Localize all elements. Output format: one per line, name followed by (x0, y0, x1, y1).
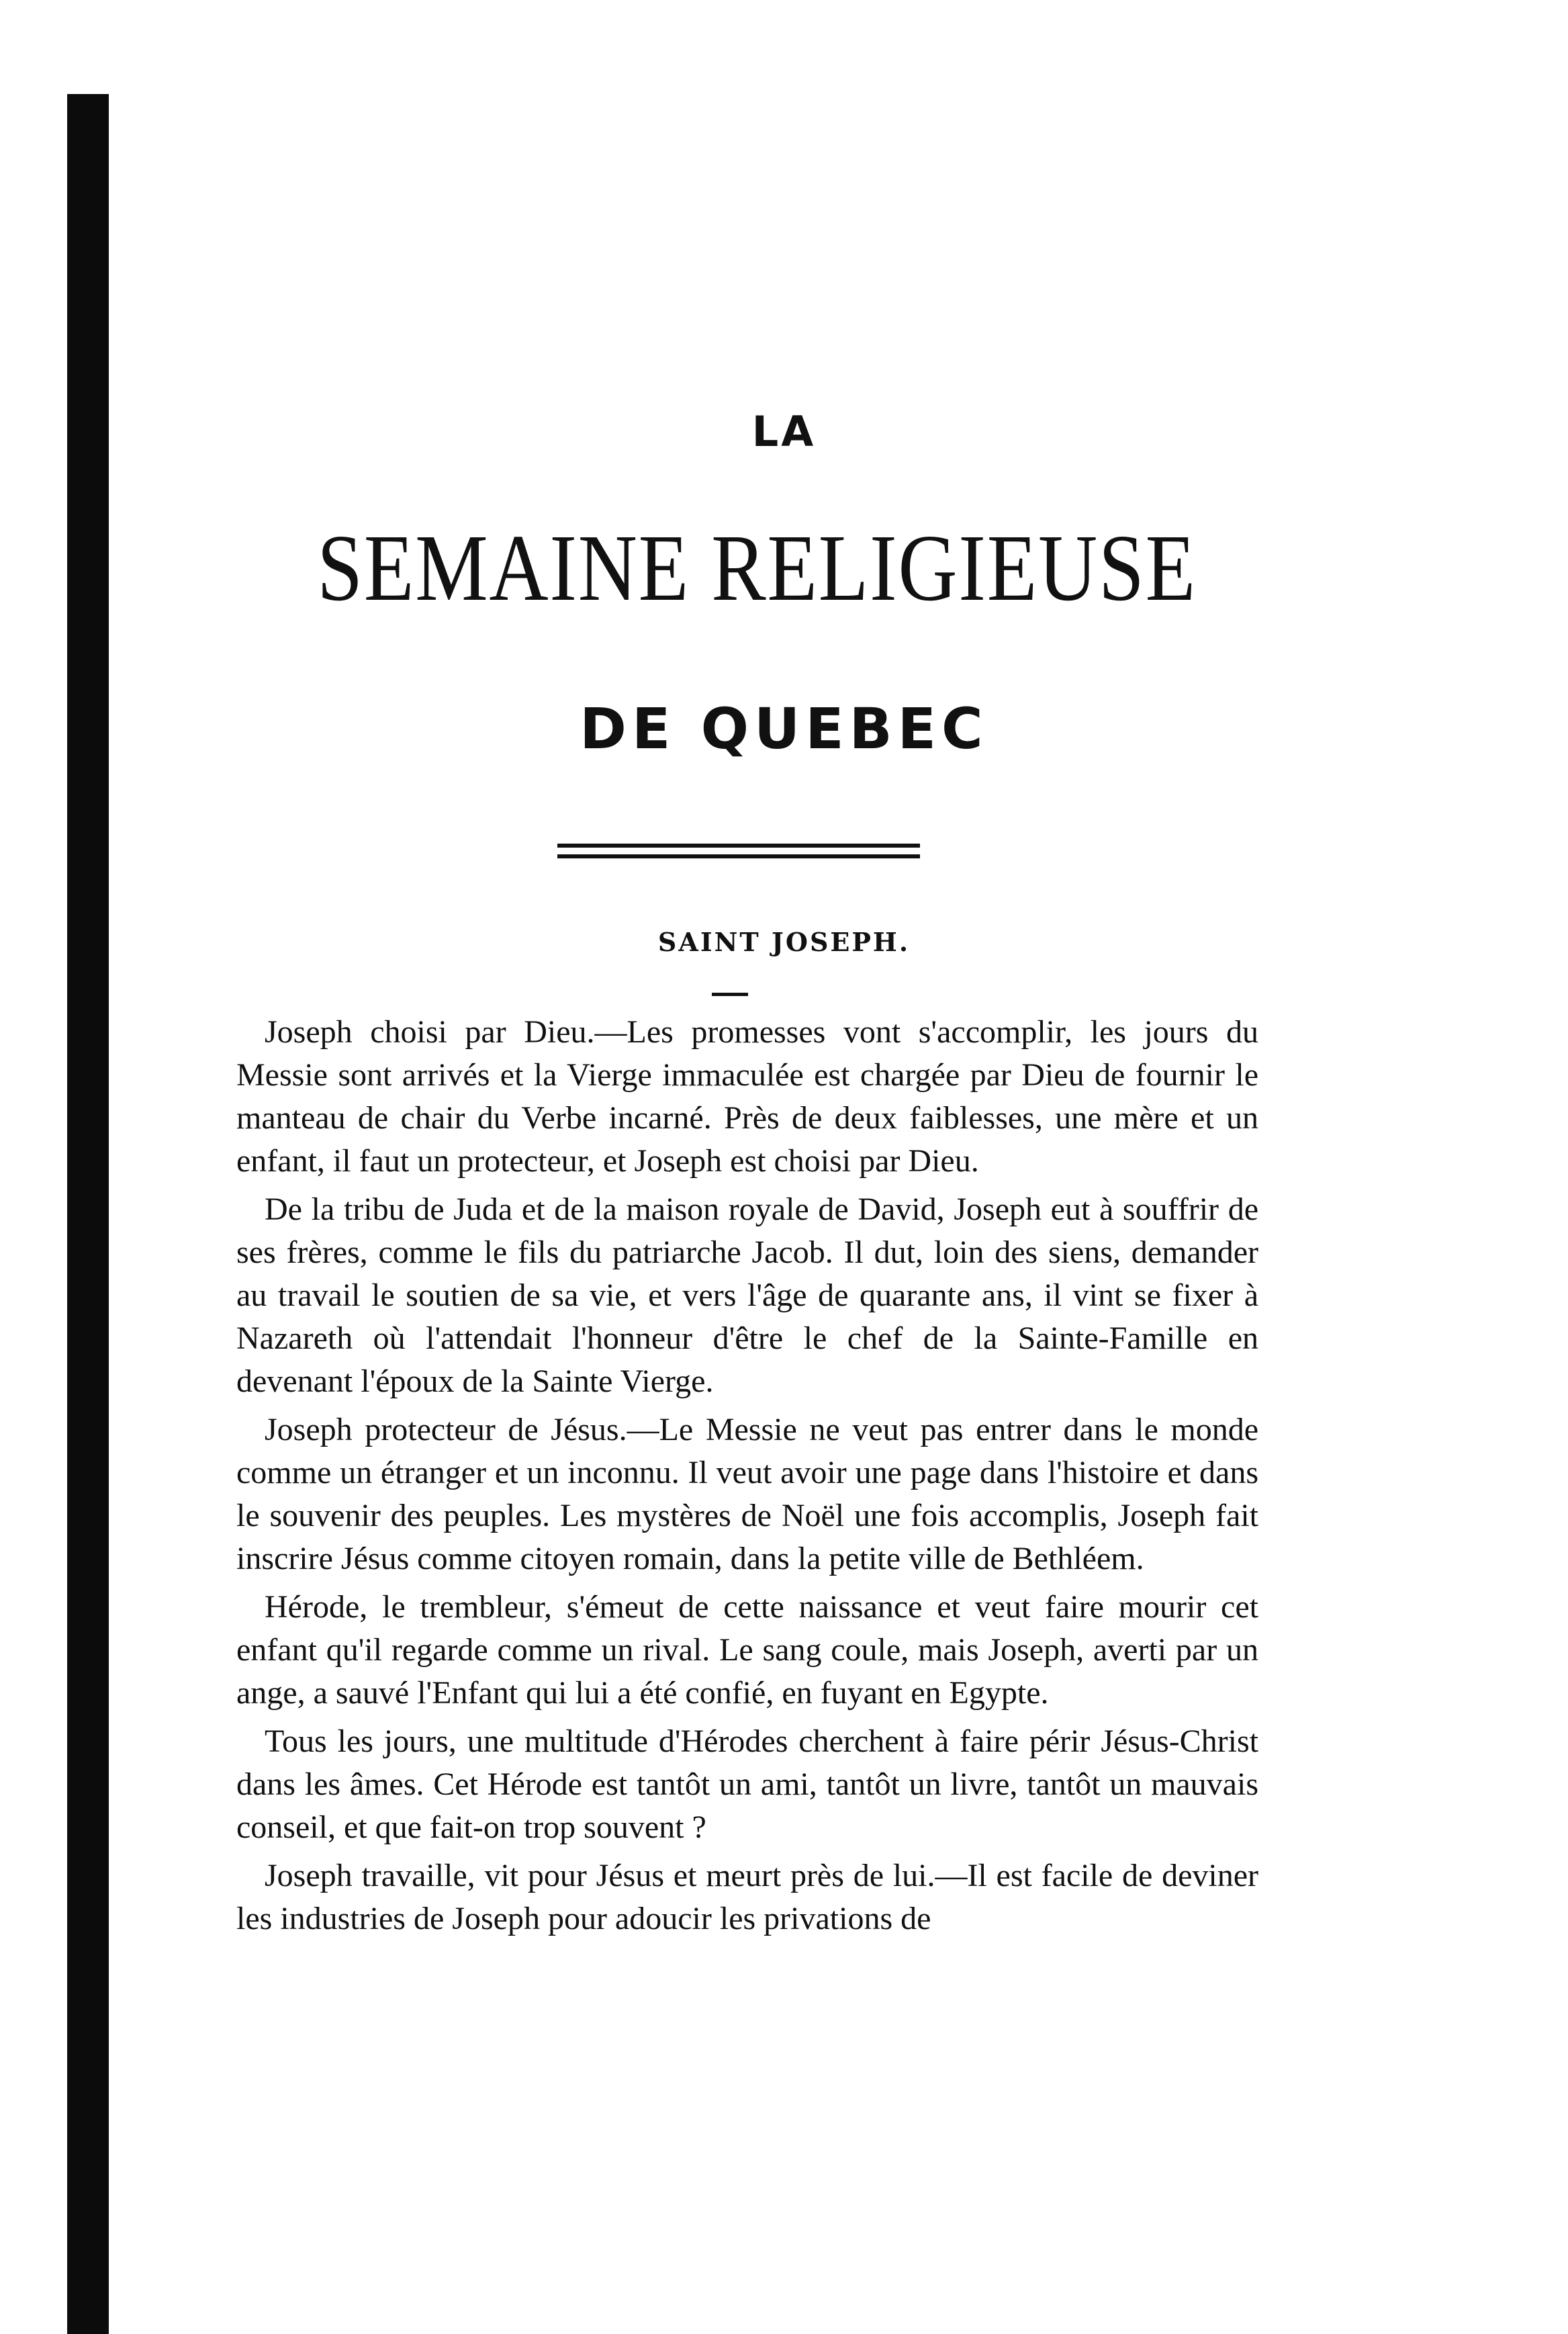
paragraph: Joseph travaille, vit pour Jésus et meurt près de lui.—Il est facile de deviner les industries de Joseph pour adoucir les privations de (236, 1858, 1258, 1936)
paragraph: Joseph protecteur de Jésus.—Le Messie ne veut pas entrer dans le monde comme un étranger et un inconnu. Il veut avoir une page dans l'histoire et dans le souvenir des peuples. Les mystères de Noël une fois accomplis, Joseph fait inscrire Jésus comme citoyen romain, dans la petite ville de Bethléem. (236, 1412, 1258, 1576)
paragraph: De la tribu de Juda et de la maison royale de David, Joseph eut à souffrir de ses frères, comme le fils du patriarche Jacob. Il dut, loin des siens, demander au travail le soutien de sa vie, et vers l'âge de quarante ans, il vint se fixer à Nazareth où l'attendait l'honneur d'être le chef de la Sainte-Famille en devenant l'époux de la Sainte Vierge. (236, 1192, 1258, 1399)
heading-dash (712, 993, 748, 996)
masthead-title: SEMAINE RELIGIEUSE (317, 514, 1197, 621)
double-rule-bottom (557, 854, 920, 858)
paragraph: Tous les jours, une multitude d'Hérodes cherchent à faire périr Jésus-Christ dans les âmes. Cet Hérode est tantôt un ami, tantôt un livre, tantôt un mauvais conseil, et que fait-on trop souvent ? (236, 1723, 1258, 1845)
double-rule-top (557, 844, 920, 848)
article-body (236, 1011, 1258, 1946)
section-heading: SAINT JOSEPH. (657, 927, 911, 957)
masthead-article: LA (751, 407, 817, 456)
paragraph: Hérode, le trembleur, s'émeut de cette naissance et veut faire mourir cet enfant qu'il regarde comme un rival. Le sang coule, mais Joseph, averti par un ange, a sauvé l'Enfant qui lui a été confié, en fuyant en Egypte. (236, 1589, 1258, 1711)
masthead-subtitle: DE QUEBEC (580, 696, 988, 762)
paragraph: Joseph choisi par Dieu.—Les promesses vont s'accomplir, les jours du Messie sont arrivés et la Vierge immaculée est chargée par Dieu de fournir le manteau de chair du Verbe incarné. Près de deux faiblesses, une mère et un enfant, il faut un protecteur, et Joseph est choisi par Dieu. (236, 1014, 1258, 1179)
